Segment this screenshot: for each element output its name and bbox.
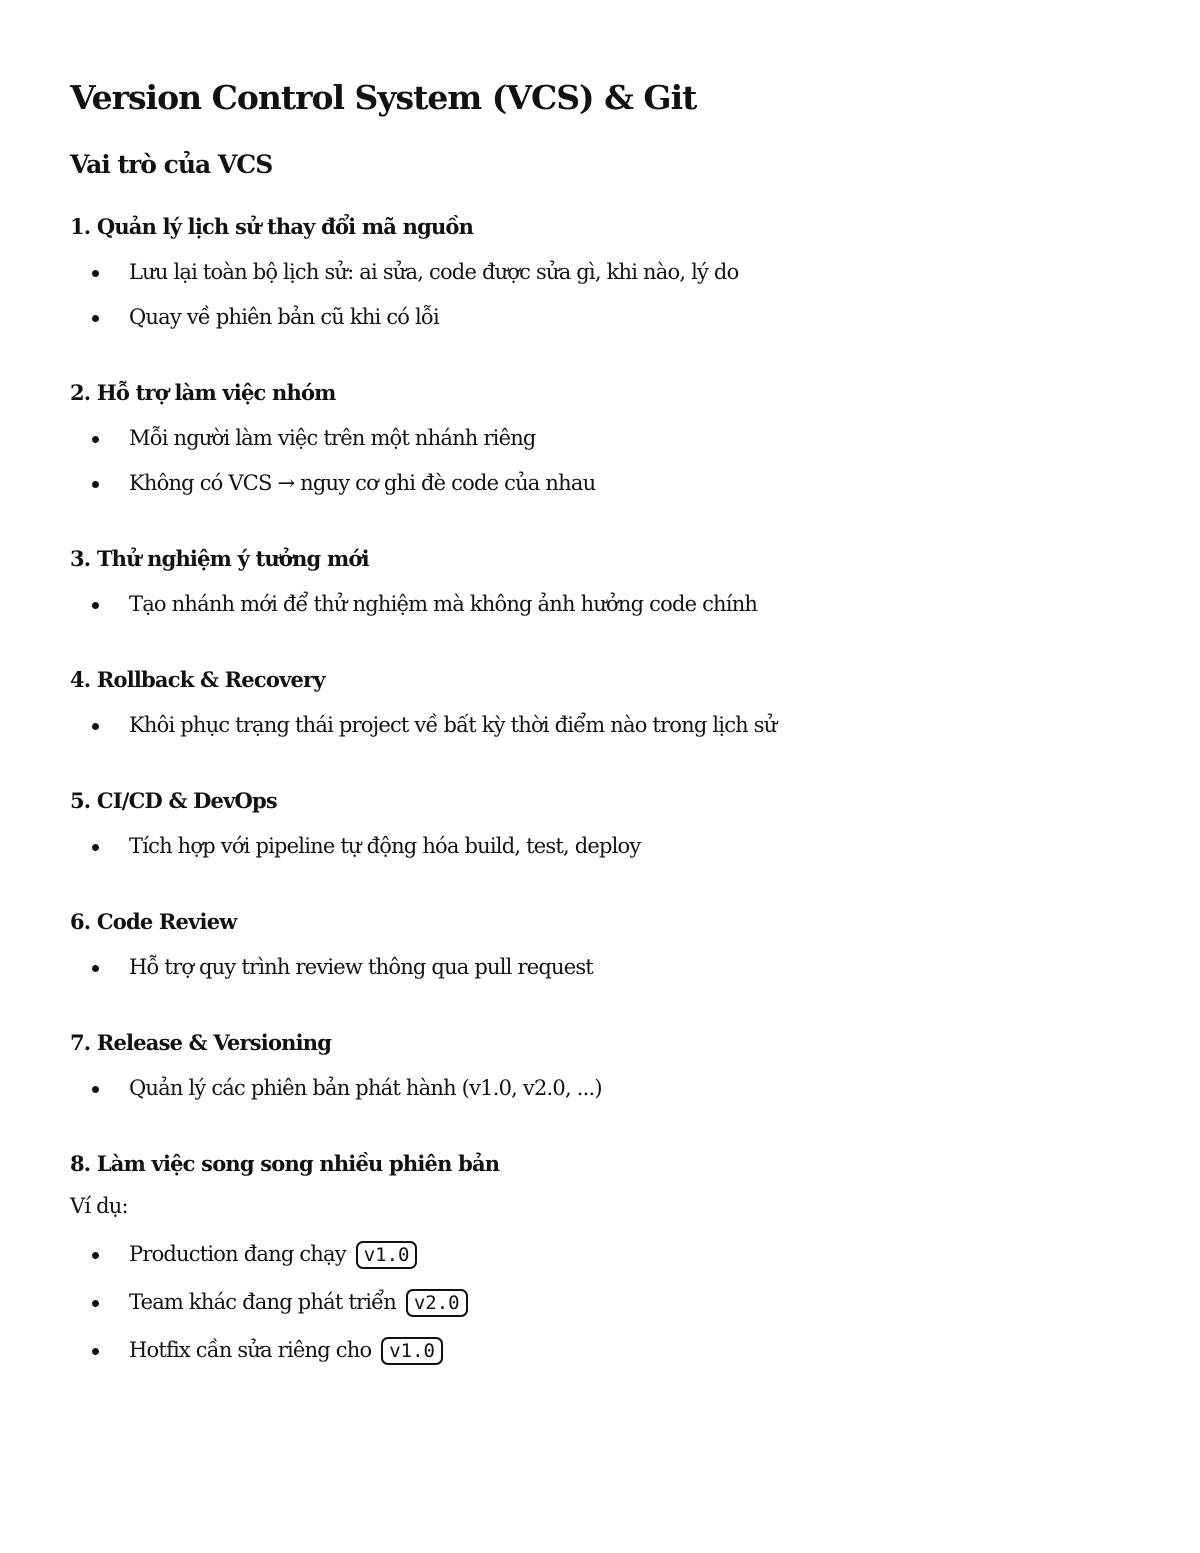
list-item [70,1289,1130,1317]
section-cicd [70,788,1130,859]
bullet-list [70,425,1130,496]
list-item: Tạo nhánh mới để thử nghiệm mà không ảnh hưởng code chính [70,591,1130,617]
document-title: Version Control System (VCS) & Git [70,78,697,117]
list-item: Lưu lại toàn bộ lịch sử: ai sửa, code được sửa gì, khi nào, lý do [70,259,1130,285]
section-code-review [70,909,1130,980]
section-heading: 6. Code Review [70,909,237,934]
section-experiment [70,546,1130,617]
list-item: Không có VCS → nguy cơ ghi đè code của nhau [70,470,1130,496]
list-item: Mỗi người làm việc trên một nhánh riêng [70,425,1130,451]
section-rollback [70,667,1130,738]
list-item [70,1337,1130,1365]
section-heading: 3. Thử nghiệm ý tưởng mới [70,546,369,571]
document-page [70,78,1130,1365]
section-parallel-versions [70,1151,1130,1365]
list-item: Tích hợp với pipeline tự động hóa build, test, deploy [70,833,1130,859]
example-text: Hotfix cần sửa riêng cho [129,1338,372,1362]
bullet-list [70,1075,1130,1101]
section-heading: 8. Làm việc song song nhiều phiên bản [70,1151,500,1176]
list-item: Khôi phục trạng thái project về bất kỳ thời điểm nào trong lịch sử [70,712,1130,738]
list-item [70,1241,1130,1269]
section-heading: 1. Quản lý lịch sử thay đổi mã nguồn [70,214,474,239]
example-label: Ví dụ: [70,1194,128,1218]
version-code-badge: v2.0 [406,1289,468,1317]
example-text: Team khác đang phát triển [129,1290,396,1314]
example-text: Production đang chạy [129,1242,346,1266]
section-heading: 5. CI/CD & DevOps [70,788,277,813]
bullet-list [70,591,1130,617]
bullet-list [70,259,1130,330]
example-list [70,1241,1130,1365]
list-item: Quay về phiên bản cũ khi có lỗi [70,304,1130,330]
section-release [70,1030,1130,1101]
document-subtitle: Vai trò của VCS [70,150,273,179]
version-code-badge: v1.0 [381,1337,443,1365]
bullet-list [70,712,1130,738]
list-item: Quản lý các phiên bản phát hành (v1.0, v2.0, ...) [70,1075,1130,1101]
section-version-history [70,214,1130,330]
section-teamwork [70,380,1130,496]
section-heading: 7. Release & Versioning [70,1030,332,1055]
section-heading: 2. Hỗ trợ làm việc nhóm [70,380,336,405]
list-item: Hỗ trợ quy trình review thông qua pull request [70,954,1130,980]
bullet-list [70,954,1130,980]
section-heading: 4. Rollback & Recovery [70,667,325,692]
bullet-list [70,833,1130,859]
version-code-badge: v1.0 [356,1241,418,1269]
